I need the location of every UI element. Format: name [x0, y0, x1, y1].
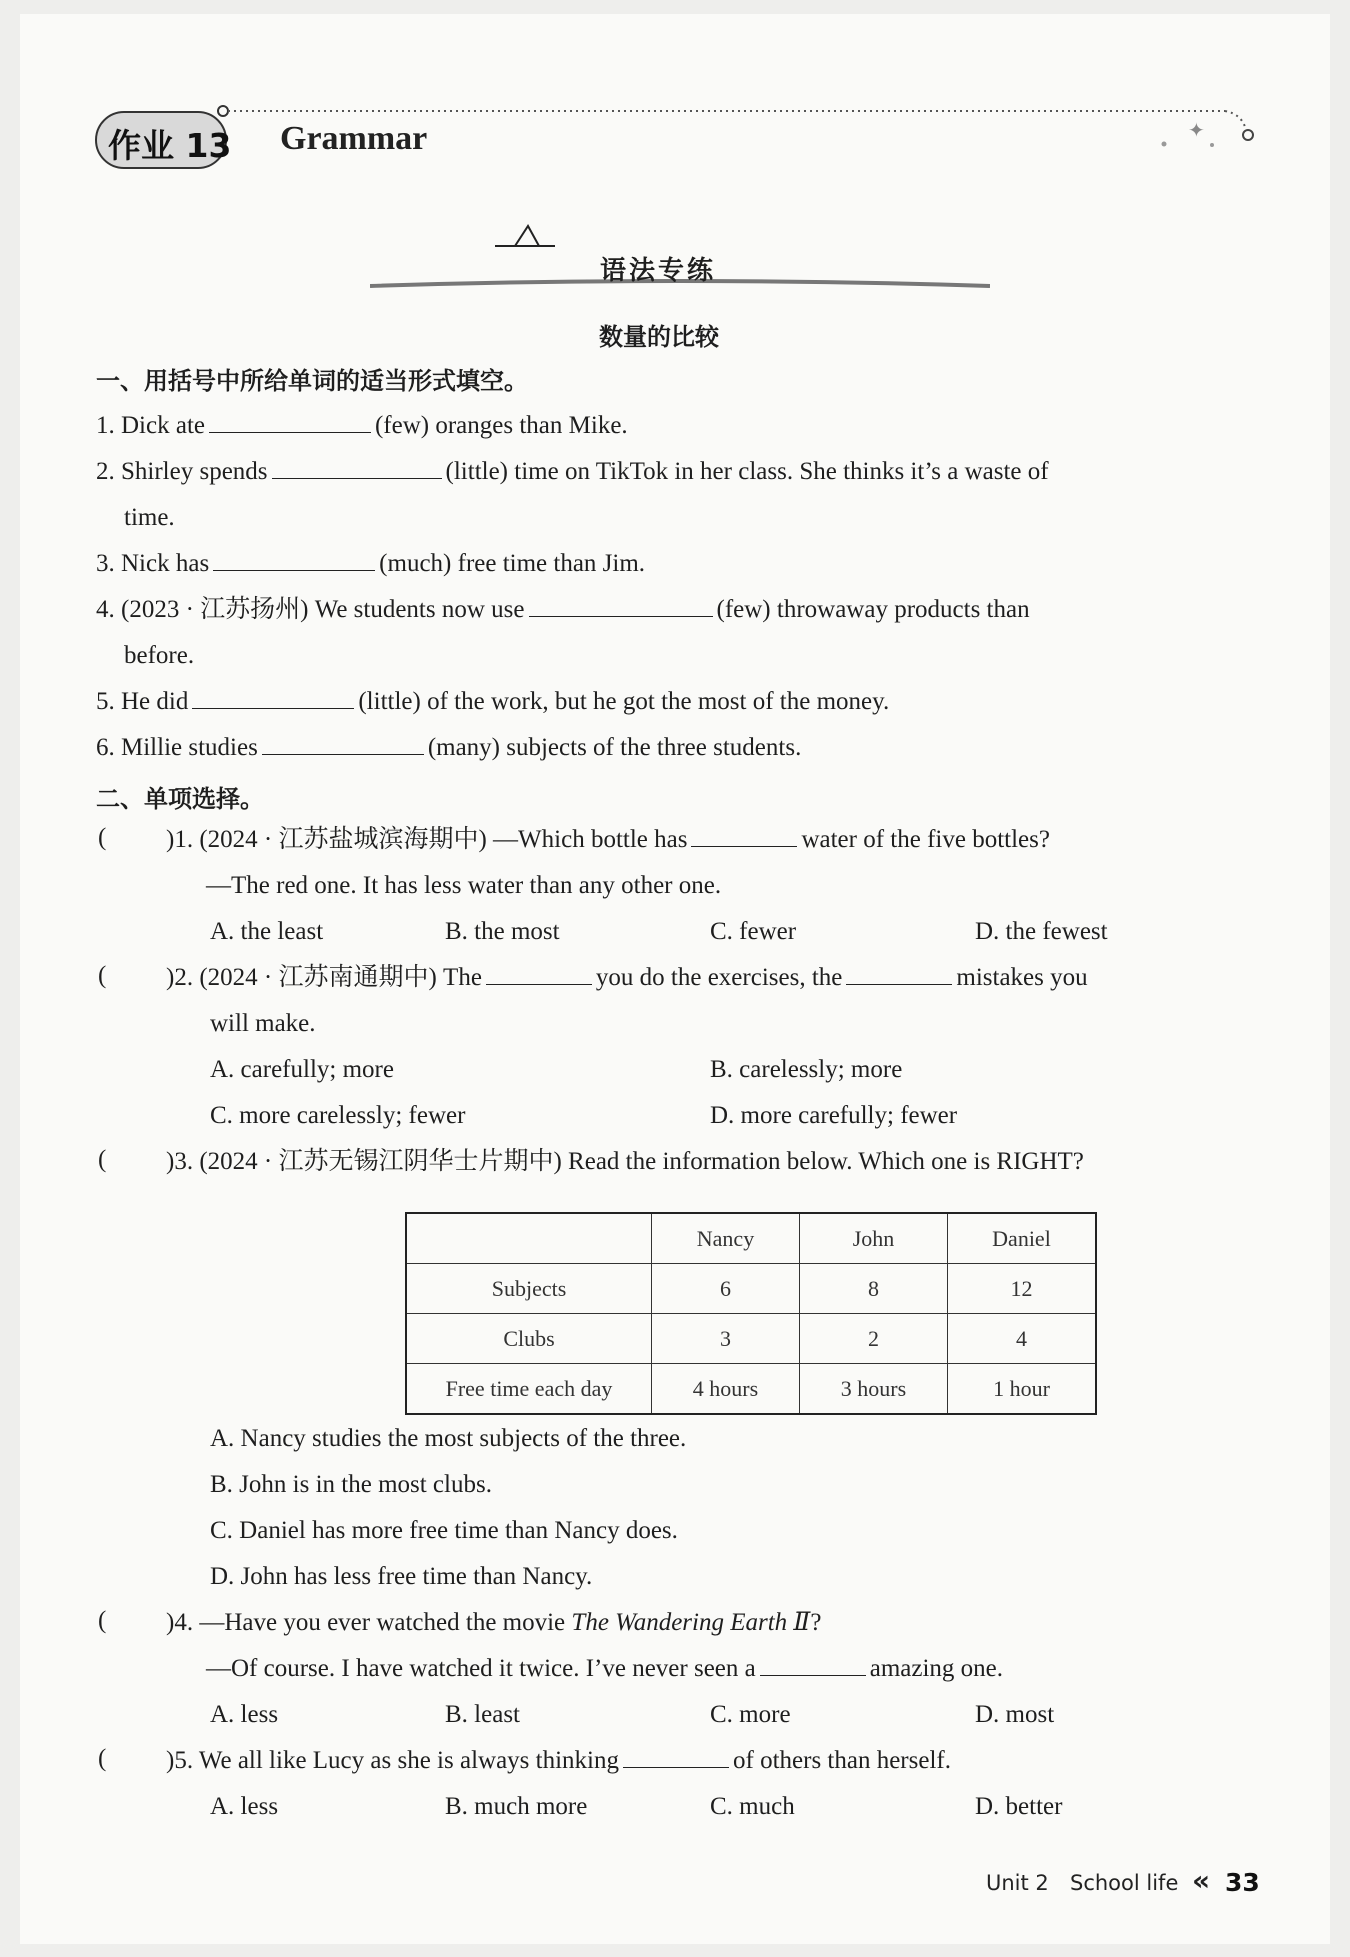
q4-option-a[interactable]: A. less [210, 1701, 279, 1728]
q5-option-a[interactable]: A. less [210, 1793, 279, 1820]
question-1-reply: —The red one. It has less water than any other one. [206, 872, 722, 899]
answer-blank[interactable] [262, 732, 424, 755]
table-row [406, 1314, 1096, 1364]
fill-item-4: 4. (2023 · 江苏扬州) We students now use (few) throwaway products than [96, 596, 1030, 623]
part1-heading: 一、用括号中所给单词的适当形式填空。 [96, 367, 528, 395]
question-4-stem: )4. —Have you ever watched the movie The Wandering Earth Ⅱ? [166, 1609, 822, 1636]
double-chevron-left-icon: « [1192, 1864, 1211, 1897]
section-banner: 语法专练 [600, 256, 717, 286]
table-cell: 4 hours [652, 1364, 800, 1415]
table-cell: 4 [948, 1314, 1097, 1364]
fill-item-2: 2. Shirley spends (little) time on TikTok in her class. She thinks it’s a waste of [96, 458, 1049, 485]
table-cell: Subjects [406, 1264, 652, 1314]
answer-blank[interactable] [529, 594, 713, 617]
q5-option-d[interactable]: D. better [975, 1793, 1063, 1820]
movie-title: The Wandering Earth Ⅱ [571, 1609, 811, 1636]
answer-paren[interactable]: ( [98, 962, 107, 989]
q2-option-c[interactable]: C. more carelessly; fewer [210, 1102, 466, 1129]
question-3-stem: )3. (2024 · 江苏无锡江阴华士片期中) Read the information below. Which one is RIGHT? [166, 1148, 1084, 1175]
info-table [405, 1212, 1097, 1415]
answer-blank[interactable] [623, 1745, 729, 1768]
page-number: 33 [1225, 1868, 1260, 1897]
q4-option-c[interactable]: C. more [710, 1701, 791, 1728]
table-cell: 8 [800, 1264, 948, 1314]
table-header: Nancy [652, 1213, 800, 1264]
q3-option-c[interactable]: C. Daniel has more free time than Nancy does. [210, 1517, 678, 1544]
table-cell: 6 [652, 1264, 800, 1314]
fill-item-5: 5. He did (little) of the work, but he got the most of the money. [96, 688, 890, 715]
footer-unit: Unit 2 [986, 1871, 1049, 1895]
table-header: John [800, 1213, 948, 1264]
q1-option-c[interactable]: C. fewer [710, 918, 797, 945]
table-row [406, 1264, 1096, 1314]
q2-option-d[interactable]: D. more carefully; fewer [710, 1102, 958, 1129]
answer-blank[interactable] [213, 548, 375, 571]
fill-item-3: 3. Nick has (much) free time than Jim. [96, 550, 646, 577]
answer-blank[interactable] [209, 410, 371, 433]
q2-option-b[interactable]: B. carelessly; more [710, 1056, 903, 1083]
question-2-stem: )2. (2024 · 江苏南通期中) The you do the exercises, the mistakes you [166, 964, 1088, 991]
answer-blank[interactable] [760, 1653, 866, 1676]
table-cell [406, 1213, 652, 1264]
table-cell: 12 [948, 1264, 1097, 1314]
answer-blank[interactable] [486, 962, 592, 985]
table-header-row [406, 1213, 1096, 1264]
table-header: Daniel [948, 1213, 1097, 1264]
table-cell: 3 hours [800, 1364, 948, 1415]
q4-option-d[interactable]: D. most [975, 1701, 1055, 1728]
workbook-page [20, 14, 1330, 1944]
table-cell: Clubs [406, 1314, 652, 1364]
q1-option-b[interactable]: B. the most [445, 918, 560, 945]
answer-blank[interactable] [192, 686, 354, 709]
answer-blank[interactable] [846, 962, 952, 985]
q3-option-a[interactable]: A. Nancy studies the most subjects of the three. [210, 1425, 687, 1452]
table-cell: 2 [800, 1314, 948, 1364]
part2-heading: 二、单项选择。 [96, 785, 264, 813]
q3-option-d[interactable]: D. John has less free time than Nancy. [210, 1563, 593, 1590]
svg-text:✦: ✦ [1188, 118, 1205, 142]
answer-paren[interactable]: ( [98, 1607, 107, 1634]
q4-option-b[interactable]: B. least [445, 1701, 520, 1728]
table-cell: 3 [652, 1314, 800, 1364]
q2-option-a[interactable]: A. carefully; more [210, 1056, 394, 1083]
question-5-stem: )5. We all like Lucy as she is always thinking of others than herself. [166, 1747, 951, 1774]
question-4-reply: —Of course. I have watched it twice. I’ve never seen a amazing one. [206, 1655, 1004, 1682]
answer-blank[interactable] [272, 456, 442, 479]
q3-option-b[interactable]: B. John is in the most clubs. [210, 1471, 492, 1498]
table-cell: Free time each day [406, 1364, 652, 1415]
table-row [406, 1364, 1096, 1415]
answer-paren[interactable]: ( [98, 1146, 107, 1173]
question-1-stem: )1. (2024 · 江苏盐城滨海期中) —Which bottle has water of the five bottles? [166, 826, 1050, 853]
footer-section: School life [1070, 1871, 1179, 1895]
question-2-continuation: will make. [210, 1010, 316, 1037]
answer-blank[interactable] [691, 824, 797, 847]
q5-option-c[interactable]: C. much [710, 1793, 795, 1820]
table-cell: 1 hour [948, 1364, 1097, 1415]
q1-option-d[interactable]: D. the fewest [975, 918, 1108, 945]
page-title: Grammar [280, 120, 428, 157]
fill-item-2-continuation: time. [124, 504, 175, 531]
fill-item-4-continuation: before. [124, 642, 195, 669]
section-subtitle: 数量的比较 [599, 323, 719, 351]
q1-option-a[interactable]: A. the least [210, 918, 324, 945]
assignment-badge: 作业 13 [108, 126, 232, 165]
fill-item-1: 1. Dick ate (few) oranges than Mike. [96, 412, 628, 439]
answer-paren[interactable]: ( [98, 824, 107, 851]
q5-option-b[interactable]: B. much more [445, 1793, 588, 1820]
answer-paren[interactable]: ( [98, 1745, 107, 1772]
fill-item-6: 6. Millie studies (many) subjects of the three students. [96, 734, 802, 761]
